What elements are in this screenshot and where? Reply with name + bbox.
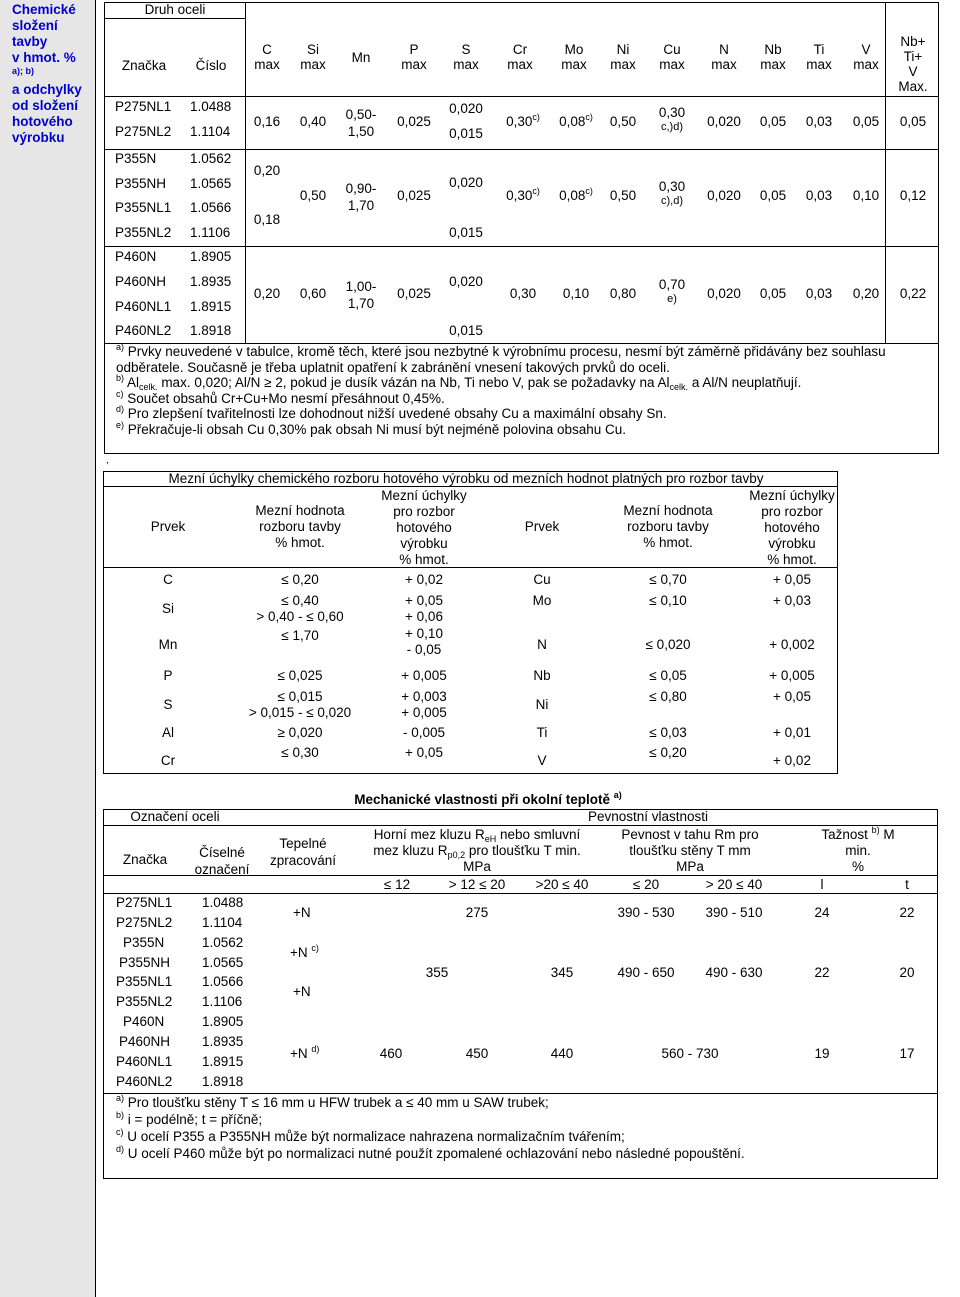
col-cislo: Číslo	[195, 58, 227, 73]
steel-row: P355NL1	[115, 200, 172, 215]
steel-row: P460NL1	[116, 1054, 173, 1069]
col-mn: Mn	[351, 50, 371, 65]
col-c: C max	[254, 42, 280, 72]
col-mo: Mo max	[561, 42, 587, 72]
col-v: V max	[853, 42, 879, 72]
col-n: N max	[711, 42, 737, 72]
steel-row: P355NH	[119, 955, 171, 970]
steel-row: P355NH	[115, 176, 167, 191]
sidebar-heading-2: a odchylky od složení hotového výrobku	[12, 82, 82, 145]
col-cu: Cu max	[659, 42, 685, 72]
steel-row: P460NH	[115, 274, 167, 289]
steel-row: P275NL2	[116, 915, 173, 930]
col-ni: Ni max	[610, 42, 636, 72]
steel-row: P460N	[123, 1014, 165, 1029]
col-nb: Nb max	[760, 42, 786, 72]
sidebar	[0, 0, 96, 1297]
steel-row: P275NL1	[115, 99, 172, 114]
steel-row: P355N	[123, 935, 165, 950]
steel-row: P460NL2	[116, 1074, 173, 1089]
steel-row: P275NL2	[115, 124, 172, 139]
col-sum: Nb+ Ti+ V Max.	[898, 34, 928, 94]
col-s: S max	[453, 42, 479, 72]
sidebar-heading-1: Chemické složení tavby v hmot. % a); b)	[12, 2, 76, 76]
deviation-title: Mezní úchylky chemického rozboru hotového výrobku od mezních hodnot platných pro rozbor tavby	[168, 471, 764, 486]
steel-row: P355NL1	[116, 974, 173, 989]
steel-row: P460NL2	[115, 323, 172, 338]
chem-notes: $^{a)}$ Prvky neuvedené v tabulce, kromě těch, které jsou nezbytné k výrobnímu procesu, nesmí být záměrně přidávány bez souhlasu odběratele. Současně je třeba uplatnit opatření k zabránění vnesení takových prvků do oceli. $^{b)}$ $Al_{celk.}$ max. 0,020; Al/N ≥ 2, pokud je dusík vázán na Nb, Ti nebo V, pak se požadavky na $Al_{celk.}$ a Al/N neuplatňují. $^{c)}$ Součet obsahů Cr+Cu+Mo nesmí přesáhnout 0,45%. $^{d)}$ Pro zlepšení tvařitelnosti lze dohodnout nižší uvedené obsahy Cu a maximální obsahy Sn. $^{e)}$ Překračuje-li obsah Cu 0,30% pak obsah Ni musí být nejméně polovina obsahu Cu.	[116, 342, 886, 437]
group-header: Druh oceli	[144, 2, 206, 17]
steel-row: P355N	[115, 151, 157, 166]
mech-notes: $^{a)}$ Pro tloušťku stěny T ≤ 16 mm u HFW trubek a ≤ 40 mm u SAW trubek; $^{b)}$ i = podélně; t = příčně; $^{c)}$ U ocelí P355 a P355NH může být normalizace nahrazena normalizačním tvářením; $^{d)}$ U ocelí P460 může být po normalizaci nutné použít zpomalené ochlazování nebo následné popouštění.	[116, 1093, 745, 1161]
steel-row: P355NL2	[116, 994, 173, 1009]
steel-row: P275NL1	[116, 895, 173, 910]
col-cr: Cr max	[507, 42, 533, 72]
steel-row: P460NH	[119, 1034, 171, 1049]
col-znacka: Značka	[121, 58, 167, 73]
col-si: Si max	[300, 42, 326, 72]
steel-row: P460N	[115, 249, 157, 264]
steel-row: P355NL2	[115, 225, 172, 240]
steel-row: P460NL1	[115, 299, 172, 314]
col-p: P max	[401, 42, 427, 72]
col-ti: Ti max	[806, 42, 832, 72]
mech-title: Mechanické vlastnosti při okolní teplotě $^{a)}$	[354, 790, 622, 807]
